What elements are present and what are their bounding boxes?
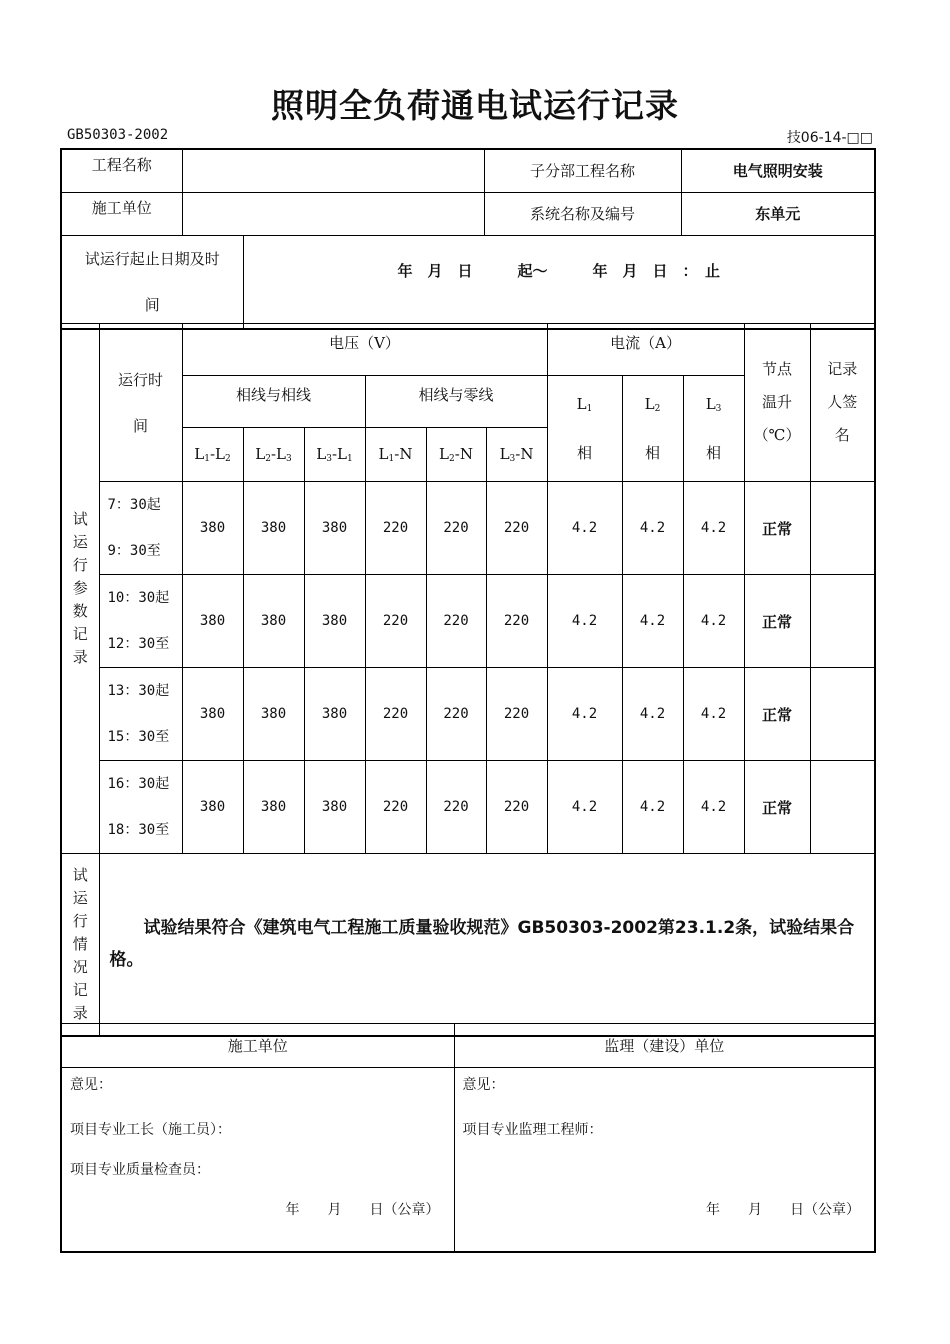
period-label-line2: 间 [144,295,160,314]
cell-v-l1-l2[interactable]: 380 [182,575,243,668]
cell-v-l2-l3[interactable]: 380 [243,482,304,575]
project-name-label: 工程名称 [61,149,182,192]
cell-node-temp[interactable]: 正常 [744,482,810,575]
page-title: 照明全负荷通电试运行记录 [271,86,679,125]
situation-text[interactable]: 试验结果符合《建筑电气工程施工质量验收规范》GB50303-2002第23.1.2条，试验结果合格。 [99,854,875,1036]
inspector-label: 项目专业质量检查员： [70,1162,210,1178]
recorder-line2: 人签 [827,393,858,411]
run-time-header [99,324,182,482]
cell-i-l3[interactable]: 4.2 [683,482,744,575]
voltage-col-l2-l3: $L_2-L_3$ [243,428,304,482]
cell-v-l1-n[interactable]: 220 [365,575,426,668]
system-label: 系统名称及编号 [484,192,681,235]
side-label-char: 记 [72,625,88,643]
side-label-char: 数 [72,602,88,620]
table-row [61,575,875,668]
cell-i-l3[interactable]: 4.2 [683,761,744,854]
system-value[interactable]: 东单元 [681,192,875,235]
header-table [60,148,876,330]
contractor-label: 施工单位 [61,192,182,235]
cell-v-l3-l1[interactable]: 380 [304,575,365,668]
cell-v-l1-n[interactable]: 220 [365,668,426,761]
current-header: 电流（A） [547,324,744,376]
standard-code: GB50303-2002 [67,127,169,143]
supervisor-title: 监理（建设）单位 [454,1024,875,1068]
sub-project-value[interactable]: 电气照明安装 [681,149,875,192]
voltage-col-l1-n: $L_1-N$ [365,428,426,482]
cell-v-l1-n[interactable]: 220 [365,761,426,854]
node-temp-line3: （℃） [753,426,801,444]
cell-v-l3-n[interactable]: 220 [486,482,547,575]
side-label-char: 情 [72,934,88,953]
form-code: 技06-14-□□ [786,130,873,146]
supervisor-opinion-label: 意见： [462,1077,505,1093]
node-temp-line2: 温升 [762,393,793,411]
voltage-col-l3-n: $L_3-N$ [486,428,547,482]
contractor-opinion-label: 意见： [70,1077,112,1093]
cell-v-l2-l3[interactable]: 380 [243,575,304,668]
run-time-line1: 运行时 [117,370,163,389]
side-label-char: 运 [72,888,88,907]
cell-v-l2-l3[interactable]: 380 [243,668,304,761]
side-label-char: 试 [72,865,88,884]
cell-v-l1-l2[interactable]: 380 [182,668,243,761]
current-col-l3: $L_3$ 相 [683,376,744,482]
node-temp-header [744,324,810,482]
side-label-char: 录 [72,1003,88,1022]
table-row [61,761,875,854]
cell-node-temp[interactable]: 正常 [744,575,810,668]
current-col-l1: $L_1$ 相 [547,376,622,482]
cell-i-l2[interactable]: 4.2 [622,482,683,575]
table-row [61,482,875,575]
cell-i-l1[interactable]: 4.2 [547,761,622,854]
cell-v-l1-l2[interactable]: 380 [182,761,243,854]
cell-i-l1[interactable]: 4.2 [547,668,622,761]
phase-neutral-header: 相线与零线 [365,376,547,428]
period-label [61,235,243,329]
contractor-opinion-block[interactable] [61,1068,454,1252]
cell-v-l1-l2[interactable]: 380 [182,482,243,575]
cell-v-l2-n[interactable]: 220 [426,482,486,575]
cell-v-l3-n[interactable]: 220 [486,668,547,761]
side-label-char: 参 [72,579,88,597]
recorder-line1: 记录 [827,360,858,378]
params-table [60,323,876,1037]
cell-recorder-sign[interactable] [810,761,875,854]
supervisor-date-seal: 年 月 日（公章） [706,1202,860,1218]
contractor-field[interactable] [182,192,484,235]
period-value[interactable]: 年 月 日 起～ 年 月 日 ： 止 [243,235,875,329]
cell-i-l2[interactable]: 4.2 [622,761,683,854]
voltage-col-l3-l1: $L_3-L_1$ [304,428,365,482]
recorder-header [810,324,875,482]
supervisor-opinion-block[interactable] [454,1068,875,1252]
current-col-l2: $L_2$ 相 [622,376,683,482]
side-label-char: 记 [72,980,88,999]
cell-i-l1[interactable]: 4.2 [547,482,622,575]
row-time: 13：30起 15：30至 [99,668,182,761]
row-time: 16：30起 18：30至 [99,761,182,854]
supervisor-engineer-label: 项目专业监理工程师： [462,1122,603,1138]
voltage-header: 电压（V） [182,324,547,376]
voltage-col-l2-n: $L_2-N$ [426,428,486,482]
cell-v-l3-n[interactable]: 220 [486,761,547,854]
cell-node-temp[interactable]: 正常 [744,668,810,761]
recorder-line3: 名 [834,426,850,444]
foreman-label: 项目专业工长（施工员）： [70,1122,231,1138]
table-row [61,668,875,761]
cell-i-l2[interactable]: 4.2 [622,575,683,668]
signoff-table [60,1023,876,1253]
phase-phase-header: 相线与相线 [182,376,365,428]
side-label-char: 录 [72,648,88,666]
cell-i-l2[interactable]: 4.2 [622,668,683,761]
cell-v-l3-l1[interactable]: 380 [304,761,365,854]
side-label-char: 行 [72,556,88,574]
project-name-field[interactable] [182,149,484,192]
cell-v-l3-n[interactable]: 220 [486,575,547,668]
side-label-char: 行 [72,911,88,930]
run-time-line2: 间 [132,416,148,435]
cell-v-l2-l3[interactable]: 380 [243,761,304,854]
cell-v-l3-l1[interactable]: 380 [304,668,365,761]
cell-v-l3-l1[interactable]: 380 [304,482,365,575]
side-label-char: 试 [72,510,88,528]
side-label-char: 运 [72,533,88,551]
situation-side-label [61,854,99,1036]
cell-i-l3[interactable]: 4.2 [683,668,744,761]
params-side-label [61,324,99,854]
cell-i-l3[interactable]: 4.2 [683,575,744,668]
sub-project-label: 子分部工程名称 [484,149,681,192]
side-label-char: 况 [72,957,88,976]
cell-v-l2-n[interactable]: 220 [426,668,486,761]
cell-v-l2-n[interactable]: 220 [426,575,486,668]
cell-v-l1-n[interactable]: 220 [365,482,426,575]
cell-i-l1[interactable]: 4.2 [547,575,622,668]
cell-recorder-sign[interactable] [810,668,875,761]
cell-recorder-sign[interactable] [810,482,875,575]
cell-recorder-sign[interactable] [810,575,875,668]
node-temp-line1: 节点 [762,360,793,378]
contractor-title: 施工单位 [61,1024,454,1068]
row-time: 7：30起 9：30至 [99,482,182,575]
contractor-date-seal: 年 月 日（公章） [285,1202,440,1218]
row-time: 10：30起 12：30至 [99,575,182,668]
cell-node-temp[interactable]: 正常 [744,761,810,854]
voltage-col-l1-l2: $L_1-L_2$ [182,428,243,482]
period-label-line1: 试运行起止日期及时 [84,249,220,268]
cell-v-l2-n[interactable]: 220 [426,761,486,854]
